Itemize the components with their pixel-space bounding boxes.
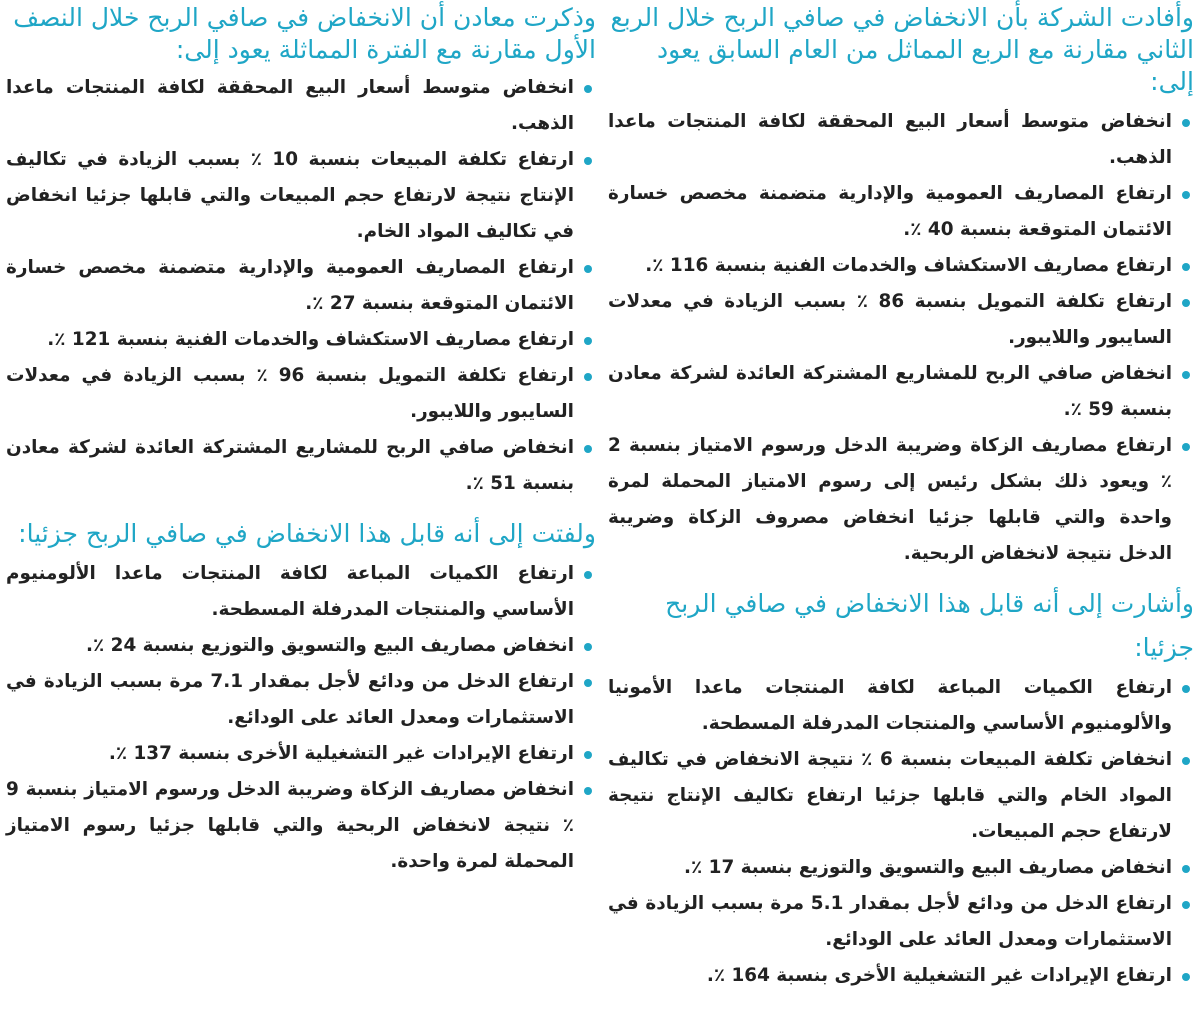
bullet-dot-icon [1182, 299, 1190, 307]
q2-offset-item [608, 958, 1194, 994]
bullet-dot-icon [1182, 901, 1190, 909]
h1-causes-list [6, 70, 596, 502]
bullet-dot-icon [584, 445, 592, 453]
q2-cause-item [608, 284, 1194, 356]
bullet-dot-icon [584, 337, 592, 345]
list-item-text: انخفاض صافي الربح للمشاريع المشتركة العائدة لشركة معادن بنسبة 59 ٪. [608, 363, 1172, 420]
list-item-text: ارتفاع تكلفة التمويل بنسبة 96 ٪ بسبب الزيادة في معدلات السايبور واللايبور. [6, 365, 574, 422]
bullet-dot-icon [1182, 865, 1190, 873]
bullet-dot-icon [1182, 119, 1190, 127]
q2-cause-item [608, 356, 1194, 428]
bullet-dot-icon [1182, 263, 1190, 271]
h1-offset-item [6, 736, 596, 772]
h1-cause-item [6, 322, 596, 358]
bullet-dot-icon [584, 265, 592, 273]
list-item-text: انخفاض مصاريف الزكاة وضريبة الدخل ورسوم الامتياز بنسبة 9 ٪ نتيجة لانخفاض الربحية والتي قابلها جزئيا رسوم الامتياز المحملة لمرة واحدة. [6, 779, 574, 872]
q2-offset-item [608, 742, 1194, 850]
list-item-text: ارتفاع الكميات المباعة لكافة المنتجات ماعدا الأمونيا والألومنيوم الأساسي والمنتجات المدرفلة المسطحة. [608, 677, 1172, 734]
h1-cause-item [6, 358, 596, 430]
list-item-text: انخفاض تكلفة المبيعات بنسبة 6 ٪ نتيجة الانخفاض في تكاليف المواد الخام والتي قابلها جزئيا ارتفاع تكاليف الإنتاج نتيجة لارتفاع حجم المبيعات. [608, 749, 1173, 842]
bullet-dot-icon [1182, 973, 1190, 981]
list-item-text: ارتفاع الإيرادات غير التشغيلية الأخرى بنسبة 137 ٪. [108, 743, 574, 764]
list-item-text: ارتفاع الكميات المباعة لكافة المنتجات ماعدا الألومنيوم الأساسي والمنتجات المدرفلة المسطحة. [6, 563, 574, 620]
h1-cause-item [6, 142, 596, 250]
bullet-dot-icon [1182, 191, 1190, 199]
list-item-text: ارتفاع الدخل من ودائع لأجل بمقدار 5.1 مرة بسبب الزيادة في الاستثمارات ومعدل العائد على الودائع. [608, 893, 1172, 950]
h1-offset-item [6, 556, 596, 628]
bullet-dot-icon [1182, 685, 1190, 693]
h1-cause-item [6, 250, 596, 322]
h1-cause-item [6, 430, 596, 502]
section-heading-q2-causes: وأفادت الشركة بأن الانخفاض في صافي الربح خلال الربع الثاني مقارنة مع الربع المماثل من العام السابق يعود إلى: [610, 3, 1194, 96]
list-item-text: ارتفاع تكلفة التمويل بنسبة 86 ٪ بسبب الزيادة في معدلات السايبور واللايبور. [608, 291, 1172, 348]
h1-offset-item [6, 664, 596, 736]
list-item-text: ارتفاع مصاريف الاستكشاف والخدمات الفنية بنسبة 121 ٪. [47, 329, 574, 350]
q2-offsets-list [608, 670, 1194, 994]
bullet-dot-icon [584, 751, 592, 759]
bullet-dot-icon [584, 85, 592, 93]
q2-offset-item [608, 850, 1194, 886]
q2-offset-item [608, 886, 1194, 958]
right-column [600, 0, 1200, 1035]
list-item-text: انخفاض صافي الربح للمشاريع المشتركة العائدة لشركة معادن بنسبة 51 ٪. [6, 437, 574, 494]
list-item-text: انخفاض متوسط أسعار البيع المحققة لكافة المنتجات ماعدا الذهب. [608, 111, 1172, 168]
h1-offset-item [6, 772, 596, 880]
bullet-dot-icon [584, 373, 592, 381]
bullet-dot-icon [584, 679, 592, 687]
h1-offsets-list [6, 556, 596, 880]
q2-cause-item [608, 104, 1194, 176]
list-item-text: انخفاض مصاريف البيع والتسويق والتوزيع بنسبة 17 ٪. [684, 857, 1172, 878]
bullet-dot-icon [584, 571, 592, 579]
list-item-text: ارتفاع المصاريف العمومية والإدارية متضمنة مخصص خسارة الائتمان المتوقعة بنسبة 27 ٪. [6, 257, 574, 314]
list-item-text: ارتفاع مصاريف الاستكشاف والخدمات الفنية بنسبة 116 ٪. [645, 255, 1172, 276]
bullet-dot-icon [584, 787, 592, 795]
bullet-dot-icon [584, 157, 592, 165]
bullet-dot-icon [584, 643, 592, 651]
list-item-text: ارتفاع الدخل من ودائع لأجل بمقدار 7.1 مرة بسبب الزيادة في الاستثمارات ومعدل العائد على الودائع. [6, 671, 574, 728]
section-heading-h1-offsets: ولفتت إلى أنه قابل هذا الانخفاض في صافي الربح جزئيا: [18, 519, 596, 548]
q2-causes-list [608, 104, 1194, 572]
h1-cause-item [6, 70, 596, 142]
list-item-text: ارتفاع الإيرادات غير التشغيلية الأخرى بنسبة 164 ٪. [706, 965, 1172, 986]
list-item-text: ارتفاع المصاريف العمومية والإدارية متضمنة مخصص خسارة الائتمان المتوقعة بنسبة 40 ٪. [608, 183, 1172, 240]
section-heading-q2-offsets: وأشارت إلى أنه قابل هذا الانخفاض في صافي الربح جزئيا: [665, 589, 1194, 662]
list-item-text: انخفاض مصاريف البيع والتسويق والتوزيع بنسبة 24 ٪. [86, 635, 574, 656]
q2-cause-item [608, 428, 1194, 572]
list-item-text: ارتفاع مصاريف الزكاة وضريبة الدخل ورسوم الامتياز بنسبة 2 ٪ ويعود ذلك بشكل رئيس إلى رسوم الامتياز المحملة لمرة واحدة والتي قابلها جزئيا انخفاض مصروف الزكاة وضريبة الدخل نتيجة لانخفاض الربحية. [608, 435, 1172, 564]
section-heading-h1-causes: وذكرت معادن أن الانخفاض في صافي الربح خلال النصف الأول مقارنة مع الفترة المماثلة يعود إلى: [13, 3, 596, 64]
bullet-dot-icon [1182, 757, 1190, 765]
list-item-text: انخفاض متوسط أسعار البيع المحققة لكافة المنتجات ماعدا الذهب. [6, 77, 574, 134]
q2-cause-item [608, 248, 1194, 284]
q2-cause-item [608, 176, 1194, 248]
bullet-dot-icon [1182, 371, 1190, 379]
bullet-dot-icon [1182, 443, 1190, 451]
h1-offset-item [6, 628, 596, 664]
list-item-text: ارتفاع تكلفة المبيعات بنسبة 10 ٪ بسبب الزيادة في تكاليف الإنتاج نتيجة لارتفاع حجم المبيعات والتي قابلها جزئيا انخفاض في تكاليف المواد الخام. [6, 149, 574, 242]
q2-offset-item [608, 670, 1194, 742]
